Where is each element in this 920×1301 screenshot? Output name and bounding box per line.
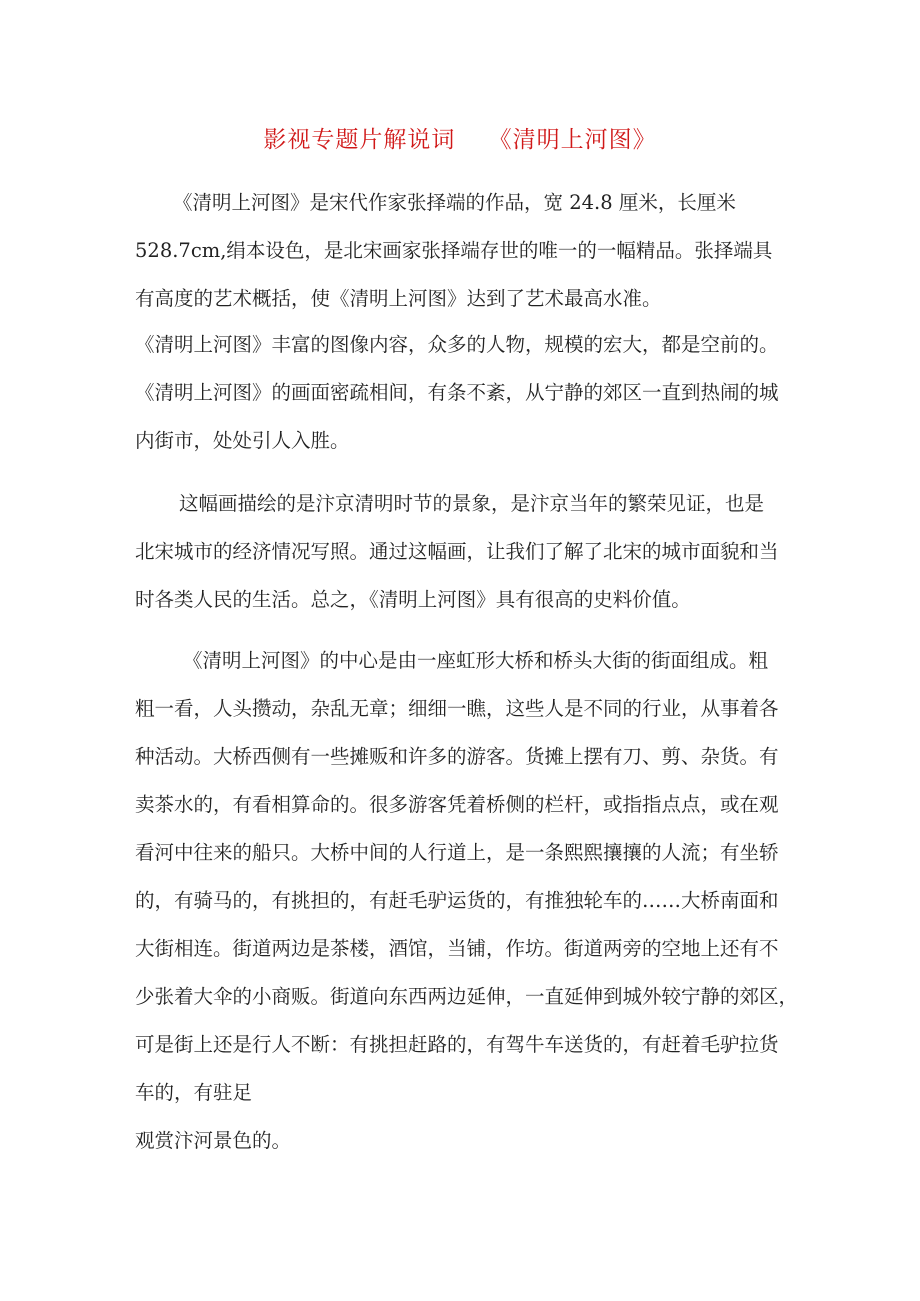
paragraph-intro [135,179,795,323]
paragraph-line: 《清明上河图》的画面密疏相间，有条不紊，从宁静的郊区一直到热闹的城 [135,381,779,404]
paragraph-line: 内街市，处处引人入胜。 [135,429,350,452]
paragraph-line: 528.7cm,绢本设色，是北宋画家张择端存世的唯一的一幅精品。张择端具 [135,239,773,262]
paragraph-line: 观赏汴河景色的。 [135,1129,292,1152]
paragraph-content [135,321,795,369]
paragraph-line: 北宋城市的经济情况写照。通过这幅画，让我们了解了北宋的城市面貌和当 [135,540,779,563]
paragraph-line: 粗一看，人头攒动，杂乱无章；细细一瞧，这些人是不同的行业，从事着各 [135,697,779,720]
paragraph-line: 少张着大伞的小商贩。街道向东西两边延伸，一直延伸到城外较宁静的郊区， [135,985,799,1008]
paragraph-line: 的，有骑马的，有挑担的，有赶毛驴运货的，有推独轮车的……大桥南面和 [135,889,779,912]
paragraph-line: 《清明上河图》是宋代作家张择端的作品，宽 24.8 厘米，长厘米 [173,191,736,214]
paragraph-line: 有高度的艺术概括，使《清明上河图》达到了艺术最高水准。 [135,287,662,310]
paragraph-line: 《清明上河图》丰富的图像内容，众多的人物，规模的宏大，都是空前的。 [135,333,779,356]
paragraph-scene [135,480,795,624]
paragraph-composition [135,369,795,465]
paragraph-line: 大街相连。街道两边是茶楼，酒馆，当铺，作坊。街道两旁的空地上还有不 [135,937,779,960]
paragraph-line: 时各类人民的生活。总之，《清明上河图》具有很高的史料价值。 [135,588,691,611]
paragraph-line: 种活动。大桥西侧有一些摊贩和许多的游客。货摊上摆有刀、剪、杂货。有 [135,745,779,768]
paragraph-line: 《清明上河图》的中心是由一座虹形大桥和桥头大街的街面组成。粗 [183,649,769,672]
paragraph-line: 可是街上还是行人不断：有挑担赶路的，有驾牛车送货的，有赶着毛驴拉货 [135,1033,779,1056]
paragraph-line: 车的，有驻足 [135,1081,253,1104]
paragraph-line: 看河中往来的船只。大桥中间的人行道上，是一条熙熙攘攘的人流；有坐轿 [135,841,779,864]
document-title: 影视专题片解说词 《清明上河图》 [263,127,657,153]
paragraph-line: 卖茶水的，有看相算命的。很多游客凭着桥侧的栏杆，或指指点点，或在观 [135,793,779,816]
paragraph-center [135,637,799,1165]
paragraph-line: 这幅画描绘的是汴京清明时节的景象，是汴京当年的繁荣见证，也是 [179,492,765,515]
